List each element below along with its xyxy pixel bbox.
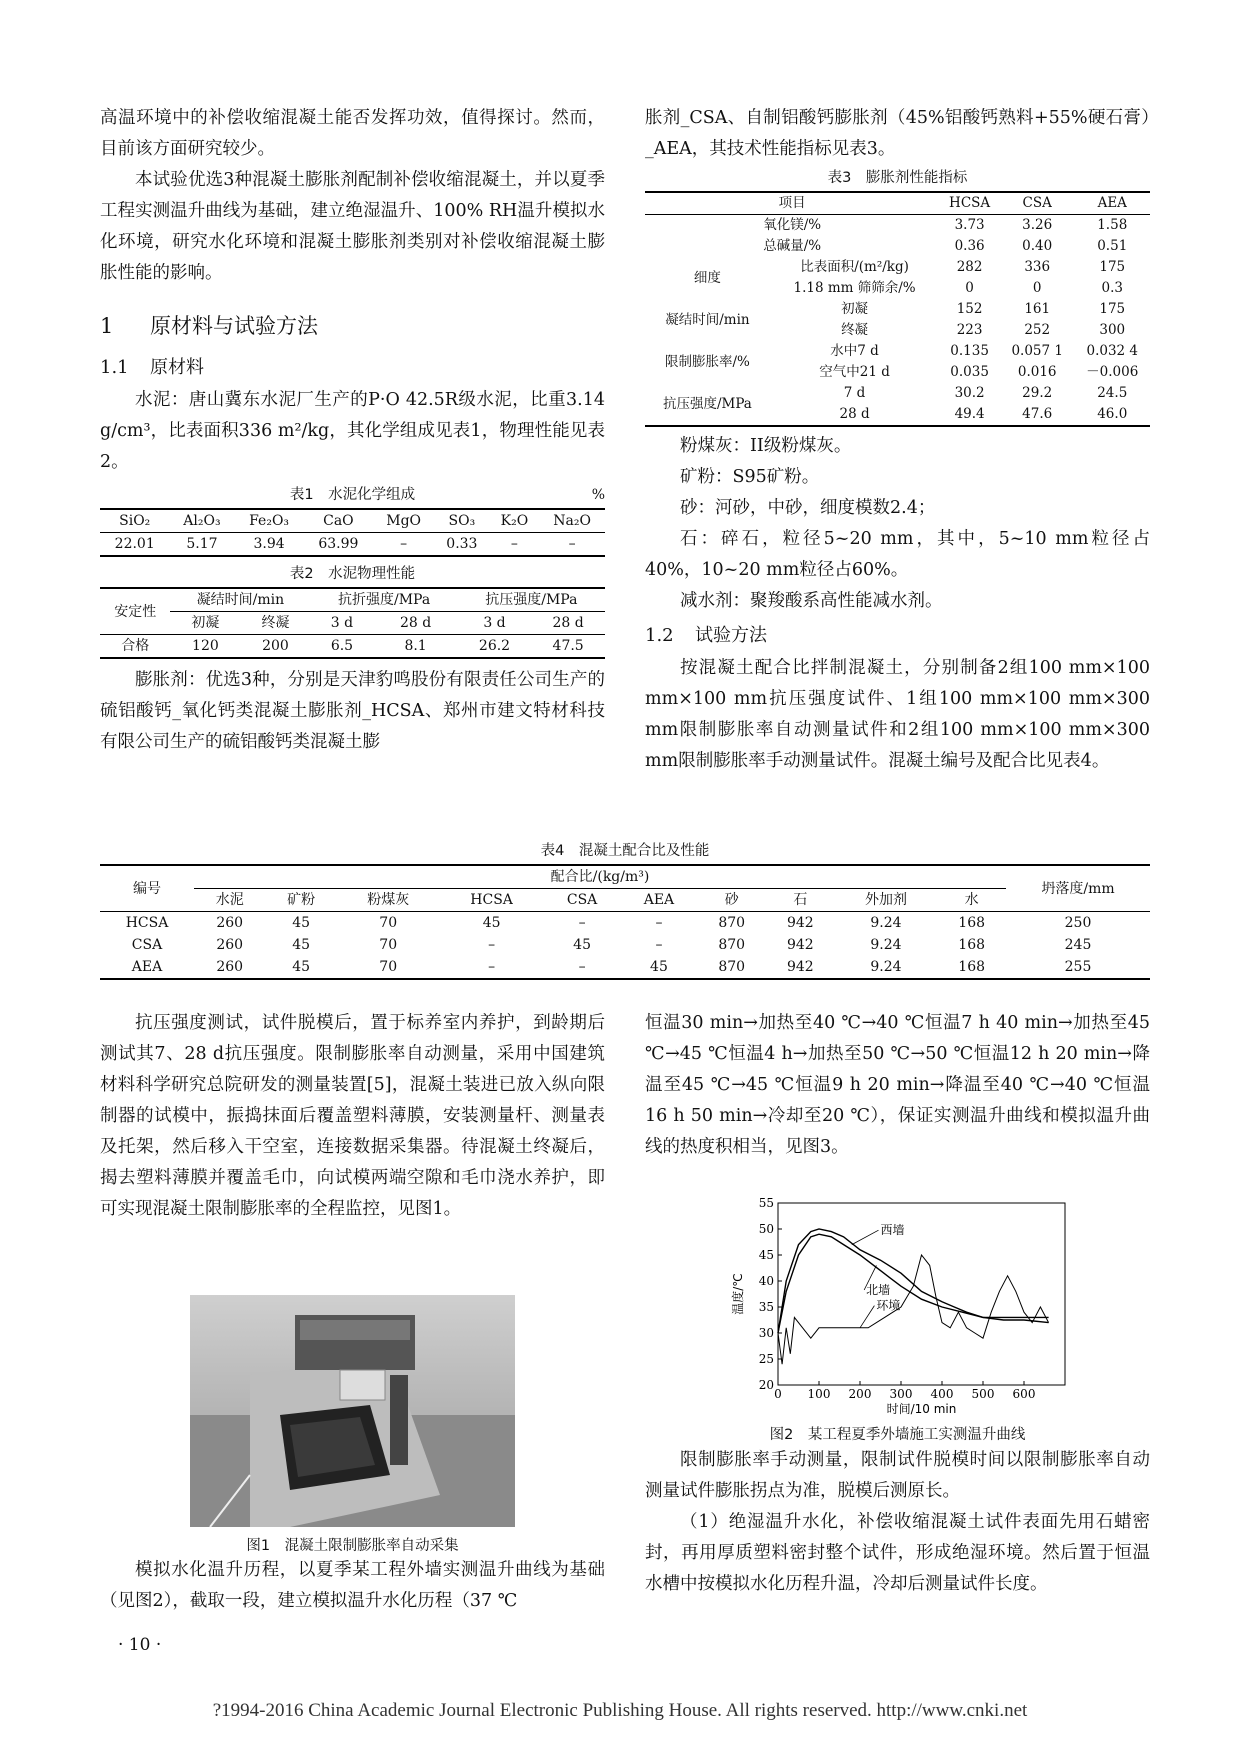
- table-cell: 260: [216, 959, 244, 975]
- table-cell: 45: [292, 915, 311, 931]
- table-header-cell: MgO: [386, 513, 422, 529]
- table-cell: 260: [216, 937, 244, 953]
- table-cell: 70: [379, 959, 398, 975]
- table-header-row: [100, 509, 605, 533]
- paragraph: 抗压强度测试，试件脱模后，置于标养室内养护，到龄期后测试其7、28 d抗压强度。限制膨胀率自动测量，采用中国建筑材料科学研究总院研发的测量装置[5]，混凝土装进已放入纵向限制器的试模中，振捣抹面后覆盖塑料薄膜，安装测量杆、测量表及托架，然后移入干空室，连接数据采集器。待混凝土终凝后，揭去塑料薄膜并覆盖毛巾，向试模两端空隙和毛巾浇水养护，即可实现混凝土限制膨胀率的全程监控，见图1。: [100, 1013, 605, 1219]
- table-cell: 3.73: [954, 217, 985, 233]
- copyright-footer: ?1994-2016 China Academic Journal Electronic Publishing House. All rights reserved. http://www.cnki.net: [212, 1700, 1028, 1721]
- table-cell: –: [655, 915, 663, 931]
- table-header-row: [100, 889, 1150, 912]
- table-row: [100, 934, 1150, 956]
- table-cell: 49.4: [954, 406, 985, 422]
- table-header-cell: 初凝: [170, 612, 240, 635]
- paragraph: 胀剂_CSA、自制铝酸钙膨胀剂（45%铝酸钙熟料+55%硬石膏）_AEA，其技术性能指标见表3。: [645, 108, 1150, 159]
- table-cell: 29.2: [1022, 385, 1053, 401]
- table-row-label: 初凝: [841, 301, 869, 317]
- table-cell: –: [488, 937, 496, 953]
- table-cell: 26.2: [478, 638, 511, 654]
- y-tick-label: 40: [758, 1274, 774, 1288]
- paragraph: 石：碎石，粒径5~20 mm，其中，5~10 mm粒径占40%，10~20 mm粒径占60%。: [645, 529, 1150, 580]
- table-row-label: 水中7 d: [830, 343, 879, 359]
- table-row-label: 7 d: [843, 385, 866, 401]
- x-tick-label: 0: [774, 1387, 782, 1401]
- series-line-2: [778, 1255, 1049, 1364]
- table-header-cell: 28 d: [531, 612, 605, 635]
- table-cell: 63.99: [318, 536, 359, 552]
- y-tick-label: 50: [758, 1222, 774, 1236]
- table-cell: CSA: [131, 937, 163, 953]
- table-header-cell: HCSA: [470, 892, 513, 908]
- table-cell: 0.016: [1017, 364, 1057, 380]
- table-header-cell: SO₃: [448, 513, 476, 529]
- table-row-label: 28 d: [839, 406, 870, 422]
- subsection-title: 试验方法: [695, 625, 767, 646]
- series-label: 西墙: [880, 1223, 905, 1238]
- left-column-bottom-2: [100, 1555, 605, 1617]
- table-cell: 282: [956, 259, 983, 275]
- table4: [100, 838, 1150, 980]
- table-cell: 255: [1064, 959, 1092, 975]
- table-header-cell: 3 d: [458, 612, 532, 635]
- table-row-label: 比表面积/(m²/kg): [800, 259, 909, 275]
- table-cell: 47.6: [1022, 406, 1053, 422]
- table-cell: –: [488, 959, 496, 975]
- paragraph: 粉煤灰：II级粉煤灰。: [680, 436, 852, 456]
- subsection-heading: [100, 353, 605, 383]
- table-cell: 47.5: [552, 638, 584, 654]
- series-label: 北墙: [866, 1283, 891, 1297]
- x-tick-label: 600: [1012, 1387, 1036, 1401]
- table-header-cell: 配合比/(kg/m³): [194, 865, 1006, 889]
- table-cell: 70: [379, 937, 398, 953]
- table-cell: 45: [482, 915, 501, 931]
- table-cell: 336: [1024, 259, 1051, 275]
- table-header-cell: Fe₂O₃: [249, 513, 290, 529]
- table-header-cell: 终凝: [240, 612, 310, 635]
- table-header-cell: HCSA: [949, 195, 991, 211]
- table-row: [645, 236, 1150, 257]
- table-cell: 45: [292, 959, 311, 975]
- figure2-chart: [730, 1195, 1075, 1420]
- table-group-label: 限制膨胀率/%: [664, 353, 750, 370]
- table-cell: 24.5: [1097, 385, 1128, 401]
- table-row-label: 终凝: [841, 322, 869, 338]
- left-column-top: [100, 103, 605, 758]
- table-group-label: 细度: [693, 269, 721, 286]
- table-cell: 9.24: [870, 937, 902, 953]
- table-cell: 250: [1064, 915, 1092, 931]
- table-cell: 161: [1024, 301, 1051, 317]
- x-axis-label: 时间/10 min: [886, 1402, 957, 1416]
- table-cell: 0: [965, 280, 974, 296]
- figure1-caption: 图1 混凝土限制膨胀率自动采集: [246, 1538, 459, 1554]
- table-row: [645, 257, 1150, 278]
- section-number: 1: [100, 314, 114, 338]
- series-line-0: [778, 1229, 1049, 1333]
- table-header-cell: Al₂O₃: [183, 513, 221, 529]
- table-cell: –: [578, 915, 586, 931]
- right-column-bottom: [645, 1008, 1150, 1163]
- y-tick-label: 35: [758, 1300, 774, 1314]
- table-row-label: 1.18 mm 筛筛余/%: [793, 280, 916, 296]
- table-cell: 0.51: [1097, 238, 1128, 254]
- section-heading: [100, 311, 605, 341]
- table-header-cell: 外加剂: [864, 892, 907, 908]
- table-cell: HCSA: [125, 915, 169, 931]
- y-axis-label: 温度/℃: [731, 1273, 745, 1315]
- x-tick-label: 100: [807, 1387, 831, 1401]
- table-header-cell: K₂O: [500, 513, 529, 529]
- y-tick-label: 55: [758, 1196, 774, 1210]
- table-header-cell: AEA: [1097, 195, 1127, 211]
- table-cell: 0.33: [446, 536, 478, 552]
- table-cell: 245: [1064, 937, 1092, 953]
- table-cell: –: [400, 536, 408, 552]
- table-cell: 0.36: [954, 238, 985, 254]
- paragraph: （1）绝湿温升水化，补偿收缩混凝土试件表面先用石蜡密封，再用厚质塑料密封整个试件，形成绝湿环境。然后置于恒温水槽中按模拟水化历程升温，冷却后测量试件长度。: [645, 1512, 1150, 1594]
- table-cell: 252: [1024, 322, 1051, 338]
- table-row-label: 氧化镁/%: [763, 217, 822, 233]
- table-cell: 120: [192, 638, 219, 654]
- table-header-cell: 石: [793, 892, 808, 908]
- table-cell: 870: [718, 915, 746, 931]
- paragraph: 水泥：唐山冀东水泥厂生产的P·O 42.5R级水泥，比重3.14 g/cm³，比表面积336 m²/kg，其化学组成见表1，物理性能见表2。: [100, 390, 605, 472]
- table-cell: –: [568, 536, 576, 552]
- right-column-top: [645, 103, 1150, 777]
- table-cell: 46.0: [1097, 406, 1128, 422]
- table-row: [100, 635, 605, 659]
- table-header-cell: Na₂O: [553, 513, 591, 529]
- table-header-cell: 抗压强度/MPa: [458, 588, 605, 612]
- subsection-title: 原材料: [150, 357, 204, 378]
- left-column-bottom: [100, 1008, 605, 1225]
- table-header-cell: 编号: [100, 865, 194, 912]
- table-header-cell: CSA: [566, 892, 598, 908]
- table-cell: 200: [262, 638, 289, 654]
- paragraph: 模拟水化温升历程，以夏季某工程外墙实测温升曲线为基础（见图2），截取一段，建立模拟温升水化历程（37 ℃: [100, 1560, 605, 1611]
- table-caption: 表4 混凝土配合比及性能: [540, 843, 710, 859]
- plot-frame: [778, 1203, 1065, 1385]
- table-cell: 168: [958, 959, 986, 975]
- table-cell: 942: [786, 915, 814, 931]
- paragraph: 矿粉：S95矿粉。: [680, 467, 820, 487]
- x-tick-label: 500: [971, 1387, 995, 1401]
- table-cell: 0.032 4: [1086, 343, 1139, 359]
- table-cell: 1.58: [1097, 217, 1128, 233]
- table-cell: 942: [786, 959, 814, 975]
- x-tick-label: 300: [889, 1387, 913, 1401]
- series-leader-line: [860, 1306, 874, 1328]
- x-tick-label: 200: [848, 1387, 872, 1401]
- table-cell: 300: [1099, 322, 1126, 338]
- table-cell: AEA: [131, 959, 163, 975]
- table-row-label: 总碱量/%: [763, 238, 822, 254]
- section-title: 原材料与试验方法: [150, 314, 318, 338]
- paragraph: 按混凝土配合比拌制混凝土，分别制备2组100 mm×100 mm×100 mm抗压强度试件、1组100 mm×100 mm×300 mm限制膨胀率自动测量试件和2组100 mm×100 mm×300 mm限制膨胀率手动测量试件。混凝土编号及配合比见表4。: [645, 658, 1150, 771]
- right-column-bottom-2: [645, 1445, 1150, 1600]
- page-number: · 10 ·: [118, 1635, 162, 1655]
- x-tick-label: 400: [930, 1387, 954, 1401]
- table-cell: 0.3: [1101, 280, 1123, 296]
- y-tick-label: 25: [758, 1352, 774, 1366]
- figure1-photo: [190, 1295, 515, 1527]
- table-cell: 8.1: [404, 638, 427, 654]
- table-header-cell: 水泥: [215, 892, 244, 908]
- table-cell: 0.035: [950, 364, 989, 380]
- table-cell: –: [578, 959, 586, 975]
- table1: [100, 482, 605, 557]
- table-header-cell: 3 d: [310, 612, 373, 635]
- table-cell: 5.17: [186, 536, 218, 552]
- series-leader-line: [852, 1230, 879, 1244]
- table-header-cell: 水: [964, 892, 979, 908]
- table-cell: 870: [718, 937, 746, 953]
- paragraph: 本试验优选3种混凝土膨胀剂配制补偿收缩混凝土，并以夏季工程实测温升曲线为基础，建立绝湿温升、100% RH温升模拟水化环境，研究水化环境和混凝土膨胀剂类别对补偿收缩混凝土膨胀性能的影响。: [100, 170, 605, 283]
- y-tick-label: 20: [758, 1378, 774, 1392]
- table-header-cell: 坍落度/mm: [1006, 865, 1150, 912]
- table-row: [645, 341, 1150, 362]
- table3: [645, 165, 1150, 427]
- table-cell: 45: [650, 959, 668, 975]
- y-tick-label: 45: [758, 1248, 774, 1262]
- table-row: [100, 912, 1150, 935]
- paragraph: 砂：河砂，中砂，细度模数2.4；: [680, 498, 936, 518]
- table-cell: –: [655, 937, 663, 953]
- table-header-cell: 凝结时间/min: [170, 588, 310, 612]
- table-cell: －0.006: [1086, 364, 1139, 380]
- y-tick-label: 30: [758, 1326, 774, 1340]
- paragraph: 限制膨胀率手动测量，限制试件脱模时间以限制膨胀率自动测量试件膨胀拐点为准，脱模后测原长。: [645, 1450, 1150, 1501]
- table-row: [645, 299, 1150, 320]
- table2: [100, 561, 605, 659]
- table-cell: 3.94: [253, 536, 285, 552]
- table-header-cell: CSA: [1022, 195, 1052, 211]
- table-cell: 3.26: [1022, 217, 1053, 233]
- table-cell: 合格: [121, 638, 150, 654]
- table-cell: 223: [956, 322, 983, 338]
- table-cell: 152: [956, 301, 983, 317]
- subsection-number: 1.1: [100, 357, 129, 378]
- table-header-cell: 粉煤灰: [367, 892, 410, 908]
- table-header-cell: 安定性: [100, 588, 170, 635]
- table-caption: 表2 水泥物理性能: [289, 566, 416, 582]
- table-row-label: 空气中21 d: [819, 364, 890, 380]
- paragraph: 高温环境中的补偿收缩混凝土能否发挥功效，值得探讨。然而，目前该方面研究较少。: [100, 108, 605, 159]
- table-row: [645, 215, 1150, 237]
- subsection-heading: [645, 621, 1150, 651]
- table-caption: 表3 膨胀剂性能指标: [827, 170, 968, 186]
- table-cell: 0.40: [1022, 238, 1053, 254]
- table-row: [100, 956, 1150, 979]
- table-cell: 0: [1032, 280, 1042, 296]
- table-group-label: 凝结时间/min: [665, 311, 750, 328]
- table-row: [645, 383, 1150, 404]
- table-cell: 9.24: [870, 915, 902, 931]
- table-header-cell: 砂: [724, 892, 739, 908]
- temperature-chart: [730, 1195, 1075, 1420]
- table-caption: 表1 水泥化学组成: [289, 487, 416, 503]
- paragraph: 恒温30 min→加热至40 ℃→40 ℃恒温7 h 40 min→加热至45 ℃→45 ℃恒温4 h→加热至50 ℃→50 ℃恒温12 h 20 min→降温至45 ℃→45 ℃恒温9 h 20 min→降温至40 ℃→40 ℃恒温16 h 50 min→冷却至20 ℃），保证实测温升曲线和模拟温升曲线的热度积相当，见图3。: [645, 1013, 1150, 1157]
- table-cell: 70: [379, 915, 398, 931]
- table-cell: 260: [216, 915, 244, 931]
- table-cell: 175: [1099, 301, 1126, 317]
- table-cell: 6.5: [330, 638, 354, 654]
- table-cell: 0.135: [950, 343, 989, 359]
- table-cell: 9.24: [870, 959, 902, 975]
- table-cell: 22.01: [114, 536, 155, 552]
- table-cell: 45: [292, 937, 311, 953]
- paragraph: 减水剂：聚羧酸系高性能减水剂。: [680, 591, 943, 611]
- table-header-cell: 项目: [778, 195, 806, 211]
- table-cell: 942: [786, 937, 814, 953]
- table-header-cell: SiO₂: [119, 513, 151, 529]
- table-cell: 175: [1099, 259, 1126, 275]
- series-label: 环境: [876, 1298, 901, 1313]
- table-cell: 45: [573, 937, 591, 953]
- table-cell: 30.2: [954, 385, 985, 401]
- table-header-cell: CaO: [323, 513, 354, 529]
- table-header-cell: AEA: [643, 892, 675, 908]
- figure2-caption: 图2 某工程夏季外墙施工实测温升曲线: [769, 1427, 1026, 1443]
- table-group-label: 抗压强度/MPa: [662, 395, 752, 412]
- table-header-cell: 矿粉: [287, 892, 316, 908]
- table-cell: 168: [958, 937, 986, 953]
- table-body: [100, 912, 1150, 980]
- lab-equipment-photo: [190, 1295, 515, 1527]
- table-header-cell: 28 d: [373, 612, 457, 635]
- table-unit: %: [591, 487, 605, 503]
- table-header-cell: 抗折强度/MPa: [310, 588, 457, 612]
- table-cell: 0.057 1: [1011, 343, 1063, 359]
- table-cell: 870: [718, 959, 746, 975]
- table-cell: 168: [958, 915, 986, 931]
- table-row: [100, 533, 605, 557]
- subsection-number: 1.2: [645, 625, 674, 646]
- table-cell: –: [510, 536, 518, 552]
- paragraph: 膨胀剂：优选3种，分别是天津豹鸣股份有限责任公司生产的硫铝酸钙_氧化钙类混凝土膨胀剂_HCSA、郑州市建文特材科技有限公司生产的硫铝酸钙类混凝土膨: [100, 670, 605, 752]
